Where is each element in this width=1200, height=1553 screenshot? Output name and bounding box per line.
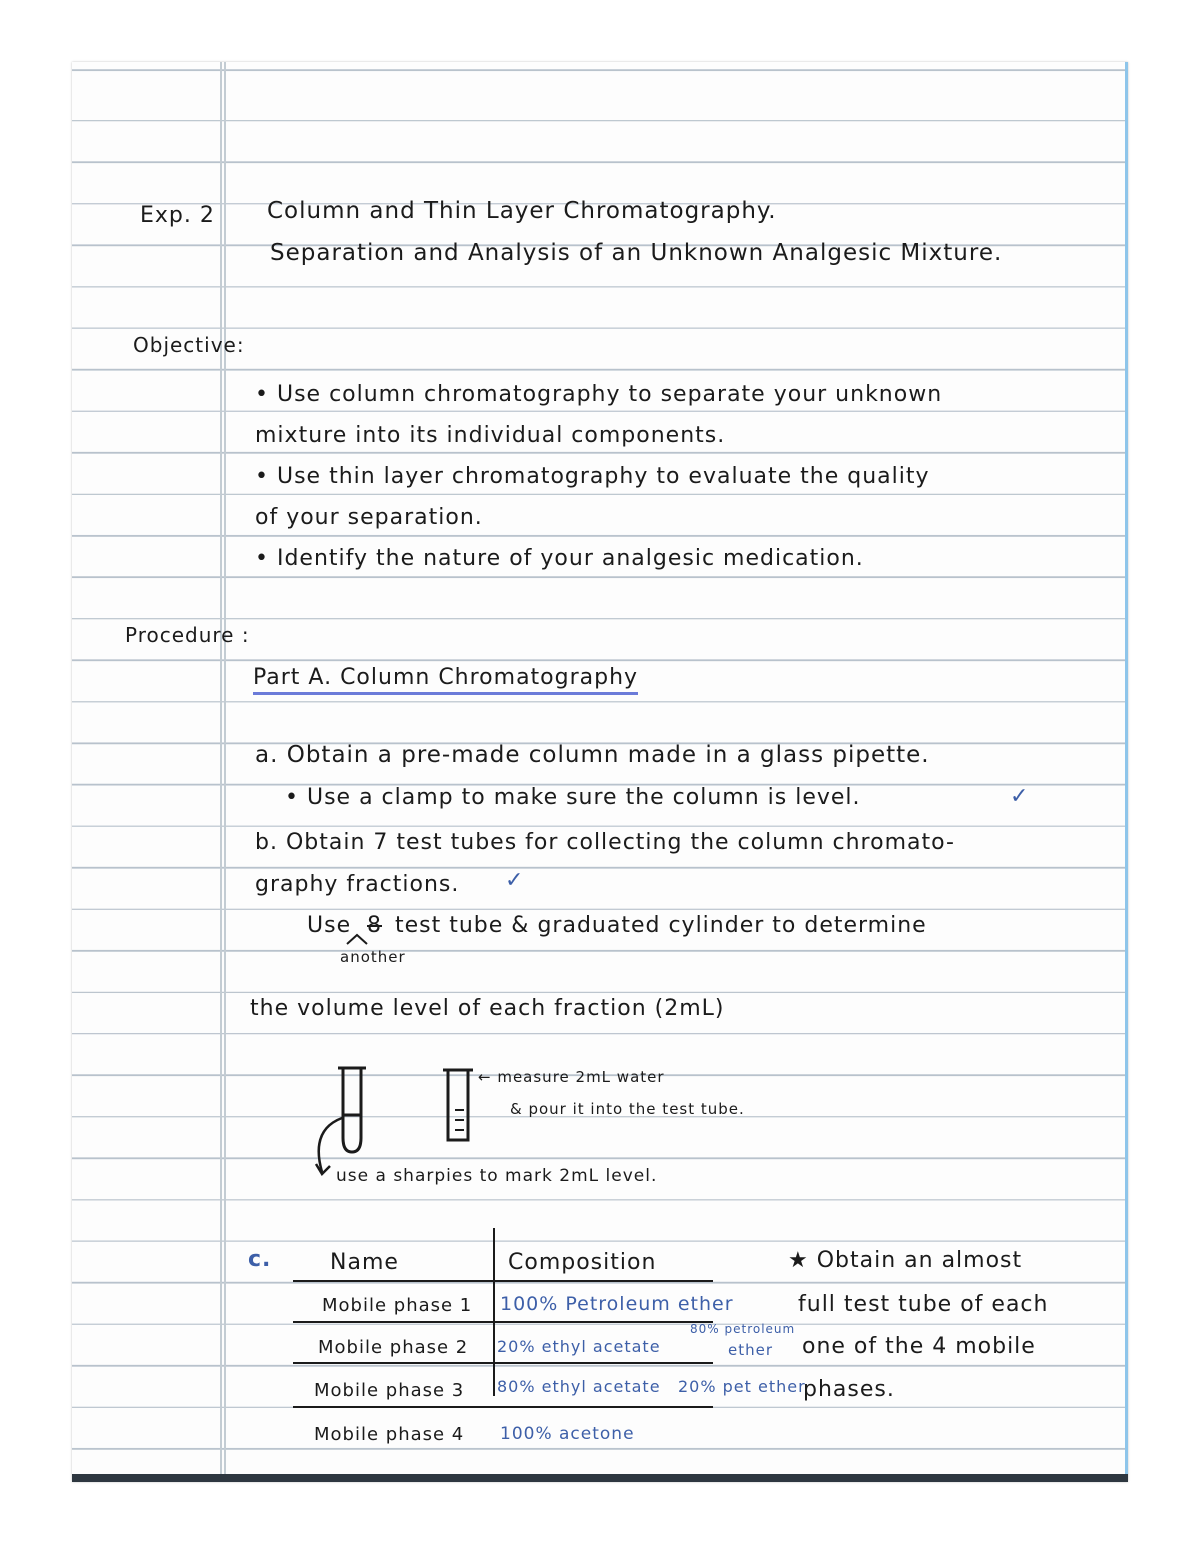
part-a-title: Part A. Column Chromatography <box>253 665 638 695</box>
caret-icon <box>345 932 369 946</box>
table-row-4-name: Mobile phase 4 <box>314 1424 465 1445</box>
check-mark-1: ✓ <box>1010 784 1030 809</box>
measure-note-1: ← measure 2mL water <box>478 1068 665 1086</box>
table-column-divider <box>493 1228 495 1396</box>
table-row-1-composition: 100% Petroleum ether <box>500 1293 734 1315</box>
side-note-line-3: one of the 4 mobile <box>802 1334 1036 1359</box>
table-header-composition: Composition <box>508 1250 657 1275</box>
table-row-1-name: Mobile phase 1 <box>322 1295 473 1316</box>
table-row-2-composition: 20% ethyl acetate <box>497 1337 661 1356</box>
caret-insertion-another: another <box>340 948 406 966</box>
step-a: a. Obtain a pre-made column made in a glass pipette. <box>255 742 930 768</box>
part-a-heading <box>253 665 638 690</box>
objective-line-3: • Use thin layer chromatography to evaluate the quality <box>255 464 930 489</box>
sharpie-note: use a sharpies to mark 2mL level. <box>336 1166 658 1186</box>
objective-line-1: • Use column chromatography to separate your unknown <box>255 382 943 407</box>
table-row-3-name: Mobile phase 3 <box>314 1380 465 1401</box>
table-row-2-extra-bottom: ether <box>728 1341 774 1359</box>
side-note-line-2: full test tube of each <box>798 1292 1049 1317</box>
table-row-2-name: Mobile phase 2 <box>318 1337 469 1358</box>
experiment-label: Exp. 2 <box>140 203 215 228</box>
page-edge <box>1125 62 1128 1482</box>
table-row-2-extra-top: 80% petroleum <box>690 1322 796 1336</box>
measure-note-2: & pour it into the test tube. <box>510 1100 745 1118</box>
table-row-3-composition: 80% ethyl acetate <box>497 1377 661 1396</box>
objective-line-5: • Identify the nature of your analgesic medication. <box>255 546 864 571</box>
side-note-line-1: ★ Obtain an almost <box>788 1248 1023 1273</box>
step-c-label: c. <box>248 1247 272 1272</box>
objective-line-2: mixture into its individual components. <box>255 423 726 448</box>
page-subtitle: Separation and Analysis of an Unknown Analgesic Mixture. <box>270 240 1003 266</box>
procedure-label: Procedure : <box>125 623 250 647</box>
table-row-4-composition: 100% acetone <box>500 1424 635 1444</box>
volume-line: the volume level of each fraction (2mL) <box>250 996 725 1021</box>
page-title: Column and Thin Layer Chromatography. <box>267 198 777 224</box>
side-note-line-4: phases. <box>803 1377 895 1402</box>
objective-line-4: of your separation. <box>255 505 483 530</box>
table-header-name: Name <box>330 1250 399 1275</box>
page-bottom-edge <box>72 1474 1128 1482</box>
table-header-rule <box>293 1280 713 1282</box>
step-a-bullet: • Use a clamp to make sure the column is level. <box>285 785 861 810</box>
table-row-3-extra: 20% pet ether <box>678 1377 806 1396</box>
check-mark-2: ✓ <box>505 868 525 893</box>
step-b-line-2: graphy fractions. <box>255 872 460 897</box>
step-b-line-1: b. Obtain 7 test tubes for collecting the column chromato- <box>255 830 955 855</box>
table-row-rule <box>293 1406 713 1408</box>
objective-label: Objective: <box>133 333 245 357</box>
crossed-number: 8 <box>367 913 382 938</box>
use-line-rest: test tube & graduated cylinder to determine <box>395 913 927 938</box>
use-word: Use <box>307 913 352 938</box>
table-row-rule <box>293 1362 713 1364</box>
table-row-rule <box>293 1321 713 1323</box>
